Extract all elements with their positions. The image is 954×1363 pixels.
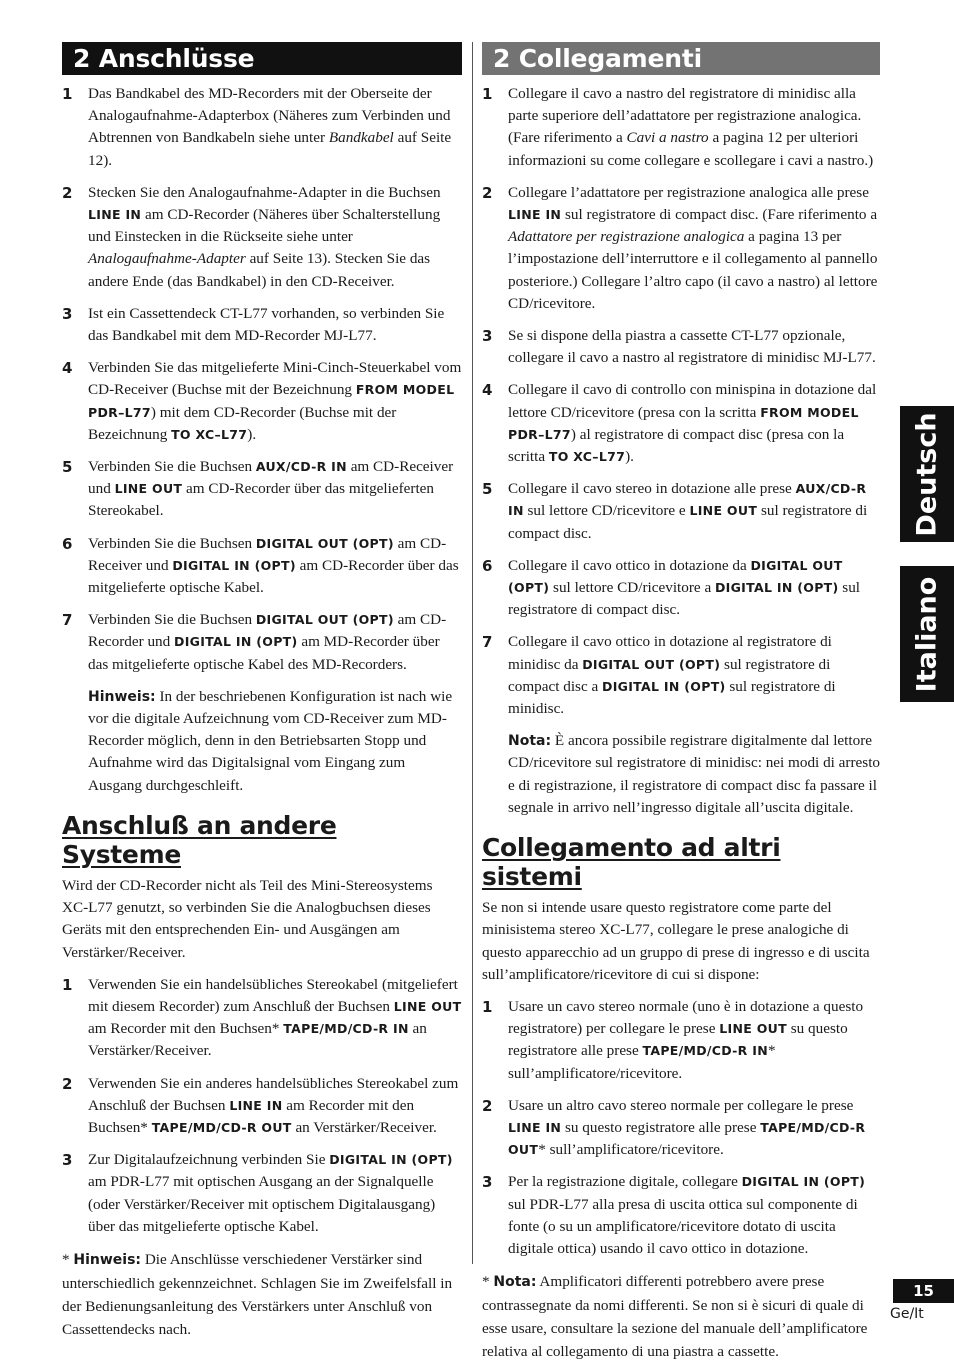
footnote: [482, 1270, 880, 1363]
steps-list-other-systems: [62, 974, 462, 1238]
step-text-part: Das Bandkabel des MD-Recorders mit der Oberseite der Analogaufnahme-Adapterbox (Näheres zum Verbinden und Abtrennen von Bandkabeln siehe unter: [88, 85, 451, 147]
jack-label: FROM MODEL PDR–L77: [88, 382, 455, 420]
step-text-part: sul PDR-L77 alla presa di uscita ottica sul componente di fonte (o su un amplificatore/ricevitore dotato di uscita digitale ottica) usando il cavo ottico in dotazione.: [508, 1195, 858, 1257]
column-divider: [472, 42, 473, 1264]
step-number: 5: [62, 458, 73, 477]
language-tab-deutsch: [900, 406, 954, 542]
step-number: 2: [62, 183, 73, 202]
page-number: 15: [893, 1279, 954, 1303]
step-text-part: Verwenden Sie ein anderes handelsübliches Stereokabel zum Anschluß der Buchsen: [88, 1074, 459, 1114]
step-text-part: am CD-Recorder und: [88, 611, 447, 651]
jack-label: LINE OUT: [393, 998, 462, 1014]
step-text: [88, 609, 462, 676]
step-item: [482, 83, 880, 172]
section-title-anschluss-andere-systeme: Anschluß an andere Systeme: [62, 810, 337, 869]
step-text-part: auf Seite 13). Stecken Sie das andere Ende (das Bandkabel) in den CD-Receiver.: [88, 250, 431, 290]
step-text-part: Per la registrazione digitale, collegare: [508, 1173, 742, 1191]
step-text-part: * sull’amplificatore/ricevitore.: [508, 1042, 776, 1082]
reference-term: Cavi a nastro: [626, 129, 709, 147]
step-text-part: ).: [625, 448, 634, 466]
step-text-part: am MD-Recorder über das mitgelieferte optische Kabel des MD-Recorders.: [88, 633, 440, 673]
step-text: [88, 974, 462, 1063]
step-text: [508, 1095, 880, 1162]
steps-list: [62, 83, 462, 676]
step-text-part: am CD-Receiver und: [88, 458, 454, 498]
step-text-part: Collegare il cavo stereo in dotazione alle prese: [508, 480, 796, 498]
jack-label: AUX/CD-R IN: [255, 459, 347, 475]
step-text-part: ).: [247, 425, 257, 443]
step-number: 4: [482, 381, 493, 400]
step-text-part: am Recorder mit den Buchsen*: [88, 1020, 284, 1038]
step-text-part: Collegare il cavo ottico in dotazione da: [508, 556, 751, 574]
step-text-part: Verbinden Sie die Buchsen: [88, 534, 256, 552]
step-item: [482, 325, 880, 369]
note: [508, 730, 880, 819]
step-text: [508, 83, 880, 172]
step-text: [508, 631, 880, 720]
step-text: [88, 182, 462, 293]
jack-label: TAPE/MD/CD-R OUT: [151, 1119, 292, 1135]
jack-label: LINE OUT: [114, 481, 183, 497]
step-text: [88, 533, 462, 600]
step-number: 3: [62, 1151, 73, 1170]
step-item: [482, 555, 880, 622]
reference-term: Analogaufnahme-Adapter: [88, 250, 246, 268]
step-item: [482, 182, 880, 315]
step-text-part: ) al registratore di compact disc (presa con la scritta: [508, 425, 845, 466]
step-text-part: an Verstärker/Receiver.: [88, 1020, 427, 1060]
step-text: [508, 478, 880, 545]
step-text-part: Usare un cavo stereo normale (uno è in dotazione a questo registratore) per collegare le prese: [508, 997, 864, 1038]
footnote-star: *: [482, 1273, 494, 1291]
step-number: 2: [482, 183, 493, 202]
step-text-part: an Verstärker/Receiver.: [291, 1118, 437, 1136]
step-number: 1: [482, 85, 493, 103]
step-text-part: am PDR-L77 mit optischen Ausgang an der Signalquelle (oder Verstärker/Receiver mit optischem Digitalausgang) über das mitgelieferte optische Kabel.: [88, 1173, 436, 1235]
step-item: [482, 996, 880, 1085]
step-text-part: am Recorder mit den Buchsen*: [88, 1096, 415, 1136]
step-text-part: sul lettore CD/ricevitore a: [549, 579, 715, 597]
step-item: [62, 83, 462, 172]
steps-list-other-systems: [482, 996, 880, 1260]
jack-label: DIGITAL IN (OPT): [172, 557, 296, 573]
footnote-text: Die Anschlüsse verschiedener Verstärker sind unterschiedlich gekennzeichnet. Schlagen Sie im Zweifelsfall in der Bedienungsanleitung des Verstärkers unter Anschluß von Cassettendecks nach.: [62, 1250, 453, 1338]
jack-label: DIGITAL OUT (OPT): [582, 656, 721, 672]
jack-label: DIGITAL IN (OPT): [741, 1174, 866, 1190]
step-text-part: sul registratore di compact disc a: [508, 655, 831, 695]
step-text-part: Collegare l’adattatore per registrazione analogica alle prese: [508, 183, 869, 201]
jack-label: LINE OUT: [719, 1021, 787, 1037]
step-item: [62, 456, 462, 523]
step-text-part: sul registratore di minidisc.: [508, 677, 836, 718]
language-tab-italiano: [900, 566, 954, 702]
step-item: [62, 974, 462, 1063]
language-tab-label: Deutsch: [911, 411, 943, 537]
step-number: 3: [62, 304, 73, 323]
step-text-part: Verwenden Sie ein handelsübliches Stereokabel (mitgeliefert mit diesem Recorder) zum Anschluß der Buchsen: [88, 975, 458, 1015]
step-text-part: * sull’amplificatore/ricevitore.: [538, 1141, 724, 1159]
intro-paragraph: Se non si intende usare questo registratore come parte del minisistema stereo XC-L77, collegare le prese analogiche di questo apparecchio ad un gruppo di prese di ingresso e di uscita sull’amplificatore/ricevitore di cui si dispone:: [482, 899, 870, 983]
step-text-part: Usare un altro cavo stereo normale per collegare le prese: [508, 1096, 854, 1114]
note-label: Nota:: [508, 733, 552, 750]
jack-label: DIGITAL OUT (OPT): [255, 612, 394, 628]
step-text-part: am CD-Receiver und: [88, 534, 447, 574]
step-item: [482, 379, 880, 468]
note: [88, 686, 462, 797]
jack-label: DIGITAL OUT (OPT): [255, 535, 394, 551]
section-title-collegamento-altri-sistemi: Collegamento ad altri sistemi: [482, 833, 781, 892]
italian-column: [482, 42, 880, 1363]
step-number: 3: [482, 327, 493, 346]
step-text-part: Collegare il cavo di controllo con minispina in dotazione dal lettore CD/ricevitore (presa con la scritta: [508, 381, 877, 421]
reference-term: Bandkabel: [328, 129, 394, 147]
jack-label: AUX/CD-R IN: [508, 481, 867, 519]
steps-list: [482, 83, 880, 720]
step-text-part: Verbinden Sie die Buchsen: [88, 458, 256, 476]
step-text-part: am CD-Recorder (Näheres über Schalterstellung und Einstecken in die Rückseite siehe unter: [88, 206, 441, 246]
jack-label: LINE IN: [88, 207, 142, 223]
step-number: 5: [482, 480, 493, 499]
section-heading-collegamenti: 2 Collegamenti: [482, 42, 880, 75]
step-item: [482, 478, 880, 545]
step-text-part: Collegare il cavo a nastro del registratore di minidisc alla parte superiore dell’adattatore per registrazione analogica. (Fare riferimento a: [508, 85, 862, 147]
jack-label: DIGITAL IN (OPT): [715, 580, 839, 596]
step-number: 7: [482, 633, 493, 652]
step-item: [482, 1171, 880, 1260]
step-number: 2: [62, 1074, 73, 1093]
step-text-part: auf Seite 12).: [88, 129, 452, 169]
step-number: 3: [482, 1173, 493, 1192]
intro-paragraph: Wird der CD-Recorder nicht als Teil des Mini-Stereosystems XC-L77 genutzt, so verbinden Sie die Analogbuchsen dieses Geräts mit den entsprechenden Ein- und Ausgängen am Verstärker/Receiver.: [62, 876, 433, 961]
note-text: È ancora possibile registrare digitalmente dal lettore CD/ricevitore sul registratore di minidisc: nei modi di arresto e di registrazione, il registratore di compact disc fa passare il segnale in arrivo nell’ingresso digitale all’uscita digitale.: [508, 732, 881, 816]
step-item: [482, 631, 880, 720]
jack-label: LINE IN: [508, 207, 562, 223]
step-item: [62, 609, 462, 676]
step-item: [62, 303, 462, 347]
step-number: 6: [62, 534, 73, 553]
step-item: [482, 1095, 880, 1162]
jack-label: TAPE/MD/CD-R OUT: [508, 1119, 866, 1158]
step-text: [88, 1073, 462, 1140]
step-text-part: Verbinden Sie die Buchsen: [88, 611, 256, 629]
footnote-star: *: [62, 1250, 74, 1268]
step-text: [508, 379, 880, 468]
step-text: [508, 555, 880, 622]
step-text-part: Collegare il cavo ottico in dotazione al registratore di minidisc da: [508, 633, 832, 673]
page-language-code: Ge/It: [890, 1306, 924, 1322]
step-text-part: su questo registratore alle prese: [508, 1020, 848, 1060]
footnote-label: Hinweis:: [73, 1251, 142, 1268]
step-text-part: sul registratore di compact disc. (Fare riferimento a: [561, 206, 878, 224]
footnote-label: Nota:: [493, 1274, 537, 1291]
step-text: [88, 456, 462, 523]
language-tab-label: Italiano: [911, 576, 943, 692]
step-number: 1: [62, 975, 73, 994]
step-item: [62, 533, 462, 600]
step-text: [508, 182, 880, 315]
german-column: [62, 42, 462, 1341]
jack-label: LINE OUT: [689, 503, 758, 519]
note-label: Hinweis:: [88, 688, 156, 705]
step-number: 2: [482, 1096, 493, 1115]
step-text-part: a pagina 13 per l’impostazione dell’interruttore e il collegamento al pannello posteriore.) Collegare l’altro capo (il cavo a nastro) al lettore CD/ricevitore.: [508, 228, 878, 312]
step-text: [508, 996, 880, 1085]
section-heading-anschluesse: 2 Anschlüsse: [62, 42, 462, 75]
step-text-part: Stecken Sie den Analogaufnahme-Adapter in die Buchsen: [88, 183, 441, 201]
footnote-text: Amplificatori differenti potrebbero avere prese contrassegnate da nomi differenti. Se non si è sicuri di quale di esse usare, consultare la sezione del manuale dell’amplificatore relativa al collegamento di una piastra a cassette.: [482, 1273, 868, 1361]
step-number: 6: [482, 556, 493, 575]
step-number: 4: [62, 359, 73, 378]
step-text: Se si dispone della piastra a cassette CT-L77 opzionale, collegare il cavo a nastro al registratore di minidisc MJ-L77.: [508, 327, 876, 367]
step-item: [62, 357, 462, 446]
step-number: 1: [482, 997, 493, 1016]
step-text-part: sul registratore di compact disc.: [508, 502, 868, 542]
jack-label: LINE IN: [508, 1119, 562, 1135]
step-text-part: Verbinden Sie das mitgelieferte Mini-Cinch-Steuerkabel vom CD-Receiver (Buchse mit der Bezeichnung: [88, 359, 462, 399]
jack-label: DIGITAL IN (OPT): [174, 634, 298, 650]
step-item: [62, 1149, 462, 1238]
jack-label: TO XC–L77: [171, 426, 248, 442]
step-text: [88, 1149, 462, 1238]
jack-label: FROM MODEL PDR–L77: [508, 404, 859, 442]
reference-term: Adattatore per registrazione analogica: [508, 228, 745, 246]
step-text-part: sul lettore CD/ricevitore e: [523, 502, 690, 520]
step-text: Ist ein Cassettendeck CT-L77 vorhanden, so verbinden Sie das Bandkabel mit dem MD-Recorder MJ-L77.: [88, 304, 445, 345]
jack-label: LINE IN: [229, 1097, 283, 1113]
step-text: [88, 83, 462, 172]
step-item: [62, 182, 462, 293]
jack-label: DIGITAL IN (OPT): [329, 1152, 453, 1168]
footnote: [62, 1248, 462, 1341]
jack-label: TAPE/MD/CD-R IN: [642, 1043, 768, 1059]
jack-label: TO XC–L77: [548, 449, 626, 465]
step-text-part: su questo registratore alle prese: [561, 1118, 761, 1136]
step-text-part: am CD-Recorder über das mitgelieferte optische Kabel.: [88, 556, 459, 597]
step-item: [62, 1073, 462, 1140]
jack-label: TAPE/MD/CD-R IN: [283, 1021, 409, 1037]
note-text: In der beschriebenen Konfiguration ist nach wie vor die digitale Aufzeichnung vom CD-Receiver zum MD-Recorder möglich, denn in den Betriebsarten Stopp und Aufnahme wird das Digitalsignal vom Eingang zum Ausgang durchgeschleift.: [88, 687, 453, 794]
jack-label: DIGITAL IN (OPT): [602, 678, 726, 694]
step-number: 1: [62, 85, 73, 103]
step-text: [508, 1171, 880, 1260]
step-text-part: Zur Digitalaufzeichnung verbinden Sie: [88, 1151, 330, 1169]
step-text: [88, 357, 462, 446]
step-text-part: ) mit dem CD-Recorder (Buchse mit der Bezeichnung: [88, 403, 397, 443]
step-number: 7: [62, 611, 73, 630]
jack-label: DIGITAL OUT (OPT): [508, 557, 843, 596]
step-text-part: sul registratore di compact disc.: [508, 579, 861, 619]
step-text-part: am CD-Recorder über das mitgelieferten Stereokabel.: [88, 480, 435, 520]
step-text-part: a pagina 12 per ulteriori informazioni su come collegare e scollegare i cavi a nastro.): [508, 129, 874, 169]
